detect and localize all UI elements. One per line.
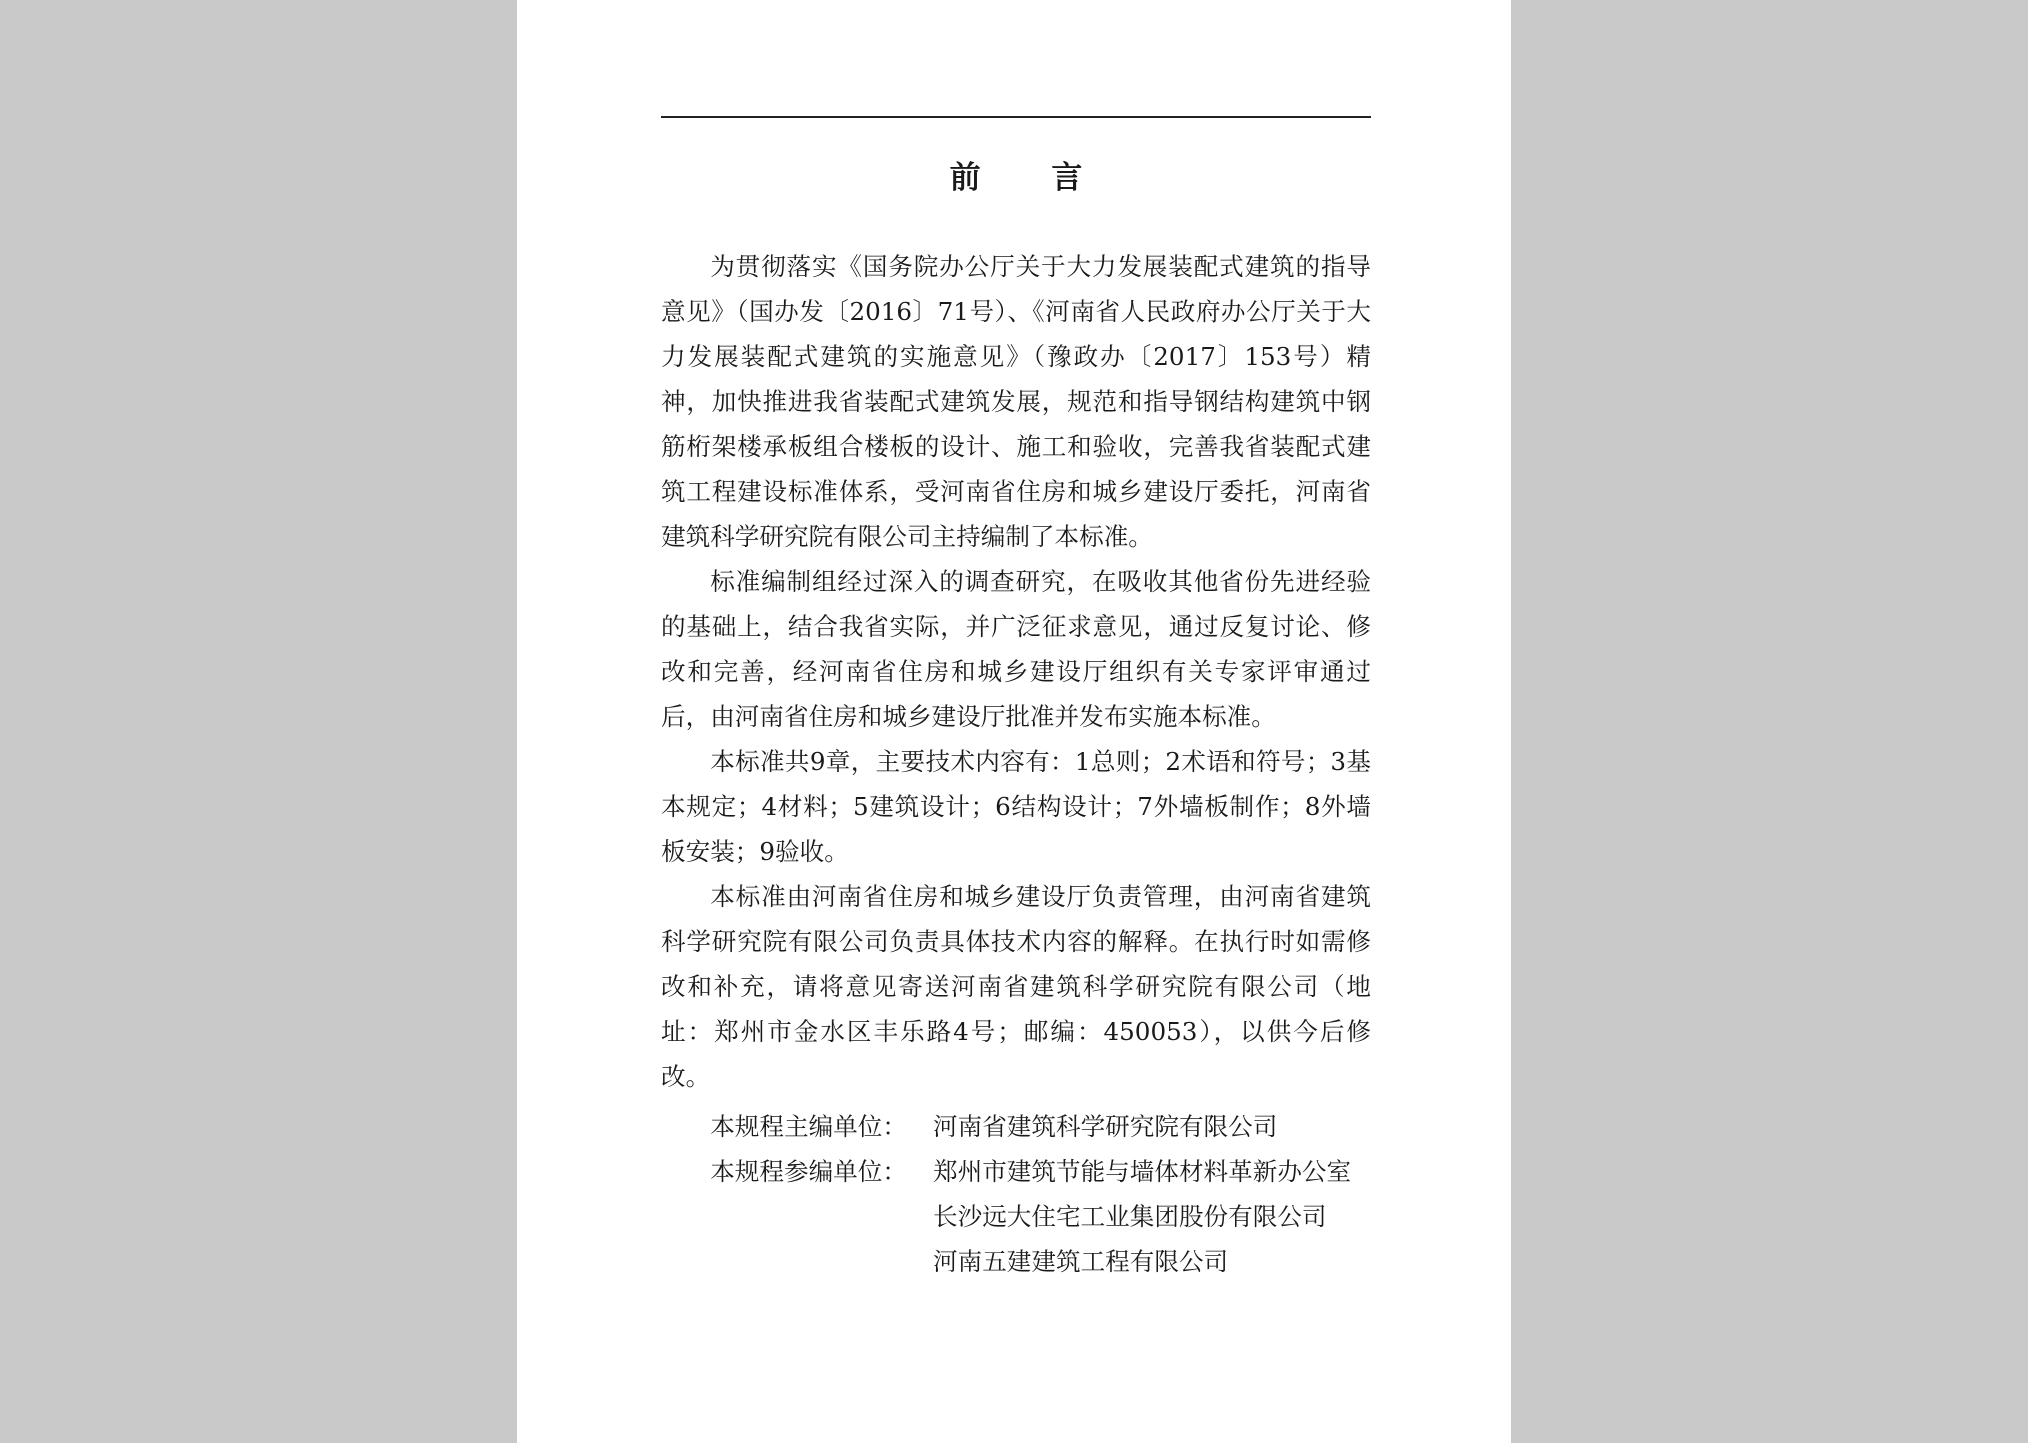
participating-unit-name: 长沙远大住宅工业集团股份有限公司 bbox=[933, 1202, 1327, 1231]
participating-unit-label: 本规程参编单位： bbox=[710, 1157, 907, 1186]
chief-unit-label: 本规程主编单位： bbox=[710, 1112, 907, 1141]
participating-unit-list bbox=[933, 1149, 1351, 1284]
document-page bbox=[517, 0, 1511, 1443]
compiling-units bbox=[661, 1104, 1421, 1284]
paragraph: 标准编制组经过深入的调查研究，在吸收其他省份先进经验的基础上，结合我省实际，并广泛征求意见，通过反复讨论、修改和完善，经河南省住房和城乡建设厅组织有关专家评审通过后，由河南省住房和城乡建设厅批准并发布实施本标准。 bbox=[661, 567, 1371, 731]
paragraph: 本标准共9章，主要技术内容有：1总则；2术语和符号；3基本规定；4材料；5建筑设计；6结构设计；7外墙板制作；8外墙板安装；9验收。 bbox=[661, 747, 1371, 866]
participating-unit-name: 郑州市建筑节能与墙体材料革新办公室 bbox=[933, 1157, 1352, 1186]
participating-unit-row bbox=[661, 1149, 1421, 1284]
participating-unit-name: 河南五建建筑工程有限公司 bbox=[933, 1247, 1229, 1276]
paragraph: 为贯彻落实《国务院办公厅关于大力发展装配式建筑的指导意见》（国办发〔2016〕71号）、《河南省人民政府办公厅关于大力发展装配式建筑的实施意见》（豫政办〔2017〕153号）精神，加快推进我省装配式建筑发展，规范和指导钢结构建筑中钢筋桁架楼承板组合楼板的设计、施工和验收，完善我省装配式建筑工程建设标准体系，受河南省住房和城乡建设厅委托，河南省建筑科学研究院有限公司主持编制了本标准。 bbox=[661, 252, 1371, 551]
header-rule bbox=[661, 116, 1371, 118]
chief-unit-row bbox=[661, 1104, 1421, 1149]
chief-unit-name: 河南省建筑科学研究院有限公司 bbox=[933, 1112, 1278, 1141]
preface-body bbox=[661, 244, 1371, 1099]
paragraph: 本标准由河南省住房和城乡建设厅负责管理，由河南省建筑科学研究院有限公司负责具体技术内容的解释。在执行时如需修改和补充，请将意见寄送河南省建筑科学研究院有限公司（地址：郑州市金水区丰乐路4号；邮编：450053），以供今后修改。 bbox=[661, 882, 1371, 1091]
page-title: 前 言 bbox=[949, 160, 1113, 196]
